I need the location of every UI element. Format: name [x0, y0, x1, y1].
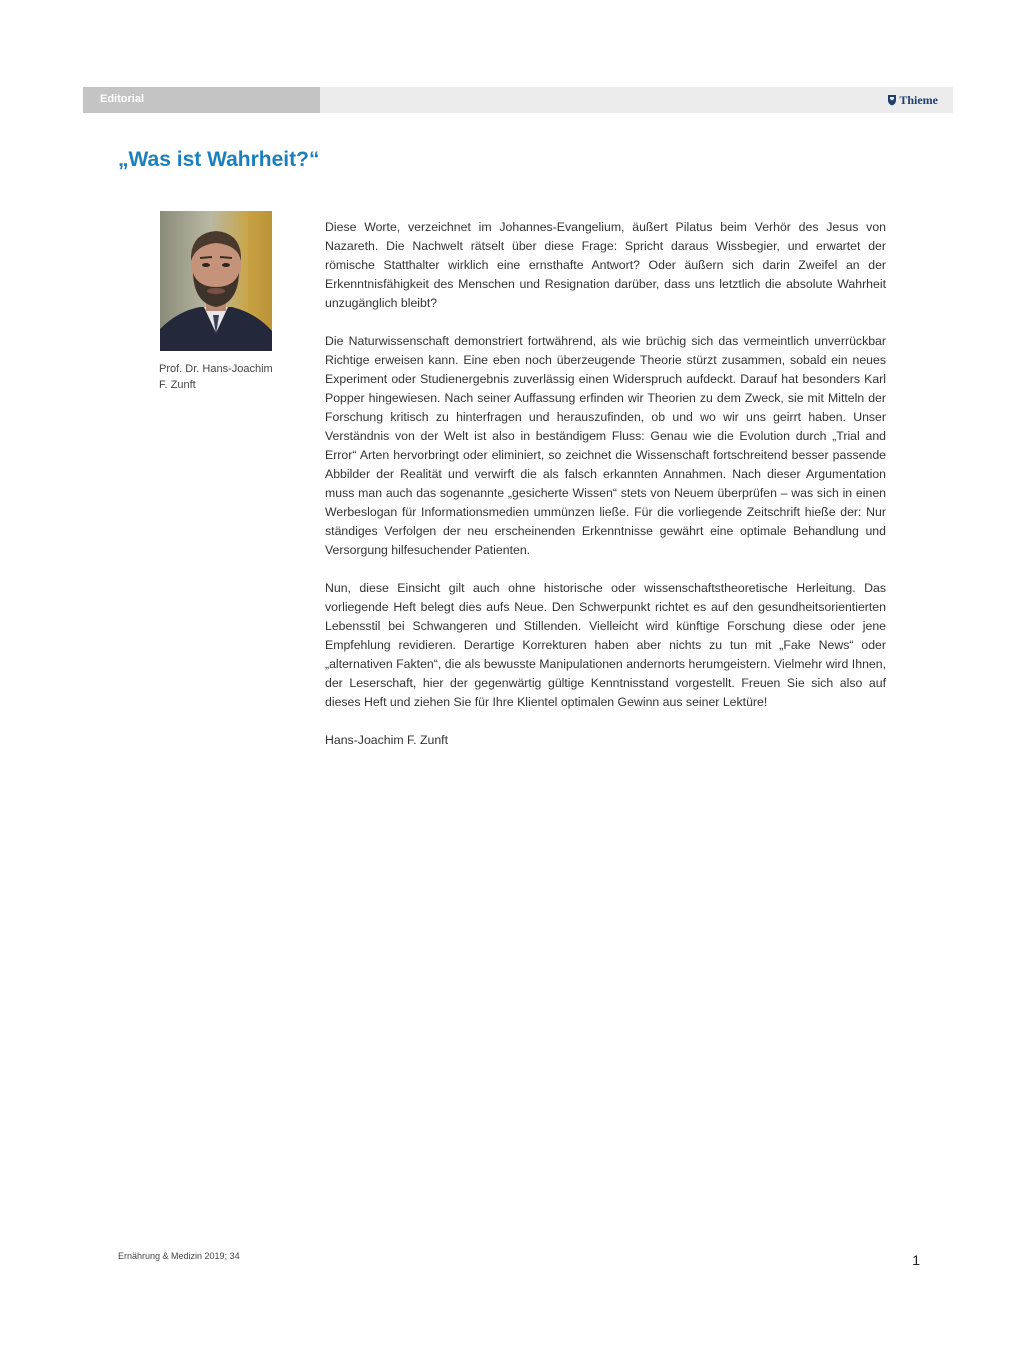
- thieme-crest-icon: [887, 94, 897, 106]
- article-body: [325, 218, 886, 769]
- paragraph: Diese Worte, verzeichnet im Johannes-Evangelium, äußert Pilatus beim Verhör des Jesus von Nazareth. Die Nachwelt rätselt über diese Frage: Spricht daraus Wissbegier, und erwartet der römische Statthalter wirklich eine ernsthafte Antwort? Oder äußern sich darin Zweifel an der Erkenntnisfähigkeit des Menschen und Resignation darüber, dass uns letztlich die absolute Wahrheit unzugänglich bleibt?: [325, 220, 886, 310]
- publisher-name: Thieme: [899, 93, 938, 107]
- header-bar: [83, 87, 953, 113]
- paragraph: Die Naturwissenschaft demonstriert fortwährend, als wie brüchig sich das vermeintlich unverrückbar Richtige erweisen kann. Eine eben noch überzeugende Theorie stürzt zusammen, sobald ein neues Experiment oder Studienergebnis zuverlässig einen Widerspruch aufdeckt. Darauf hat besonders Karl Popper hingewiesen. Nach seiner Auffassung erfinden wir Theorien zu dem Zweck, sie mit Mitteln der Forschung kritisch zu hinterfragen und herauszufinden, ob und wo wir uns geirrt haben. Unser Verständnis von der Welt ist also in beständigem Fluss: Genau wie die Evolution durch „Trial and Error“ Arten hervorbringt oder eliminiert, so zeichnet die Wissenschaft fortschreitend besser passende Abbilder der Realität und verwirft die als falsch erkannten Annahmen. Nach dieser Argumentation muss man auch das sogenannte „gesicherte Wissen“ stets von Neuem überprüfen – was sich in einen Werbeslogan für Informationsmedien ummünzen ließe. Für die vorliegende Zeitschrift hieße der: Nur ständiges Verfolgen der neu erscheinenden Erkenntnisse gewährt eine optimale Behandlung und Versorgung hilfesuchender Patienten.: [325, 334, 886, 557]
- author-portrait: [160, 211, 272, 351]
- journal-reference: Ernährung & Medizin 2019; 34: [118, 1251, 240, 1261]
- page-number: 1: [912, 1252, 920, 1268]
- paragraph: Nun, diese Einsicht gilt auch ohne historische oder wissenschaftstheoretische Herleitung. Das vorliegende Heft belegt dies aufs Neue. Den Schwerpunkt richtet es auf den gesundheitsorientierten Lebensstil bei Schwangeren und Stillenden. Vielleicht wird künftige Forschung diese oder jene Empfehlung revidieren. Derartige Korrekturen haben aber nichts zu tun mit „Fake News“ oder „alternativen Fakten“, die als bewusste Manipulationen andernorts herumgeistern. Vielmehr wird Ihnen, der Leserschaft, hier der gegenwärtig gültige Kenntnisstand vorgestellt. Freuen Sie sich also auf dieses Heft und ziehen Sie für Ihre Klientel optimalen Gewinn aus seiner Lektüre!: [325, 581, 886, 709]
- author-signature: Hans-Joachim F. Zunft: [325, 733, 449, 747]
- article-title: „Was ist Wahrheit?“: [118, 148, 320, 171]
- section-label: Editorial: [83, 87, 320, 113]
- author-caption: Prof. Dr. Hans-Joachim F. Zunft: [159, 363, 273, 391]
- publisher-logo: [887, 87, 938, 113]
